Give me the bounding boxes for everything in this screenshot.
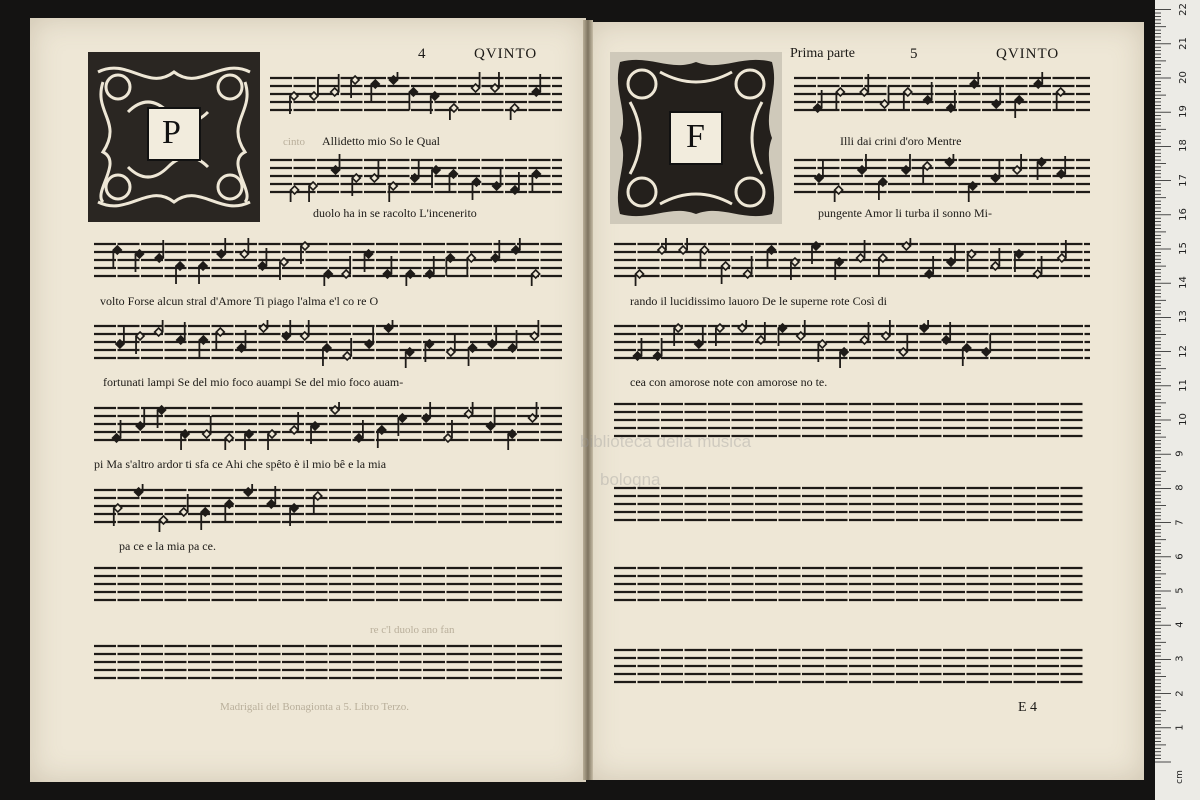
ruler-unit-label: cm <box>1174 770 1185 784</box>
ruler-number: 18 <box>1177 139 1189 153</box>
left-initial-letter: P <box>162 114 181 151</box>
ruler-number: 9 <box>1174 450 1186 457</box>
lyric-line-6: pa ce e la mia pa ce. <box>119 539 216 553</box>
ruler-number: 15 <box>1177 242 1189 255</box>
staff-right-3 <box>614 238 1090 286</box>
ruler-number: 13 <box>1177 310 1189 324</box>
watermark-line-2: bologna <box>600 470 661 489</box>
staff-right-4-end <box>1014 320 1090 368</box>
right-initial-letter: F <box>686 118 705 155</box>
staff-left-6-empty <box>344 484 562 532</box>
right-voice-header: QVINTO <box>996 46 1060 62</box>
watermark-line-1: biblioteca della musica <box>580 432 752 451</box>
lyric-line-1: Allidetto mio So le Qual <box>322 134 440 148</box>
right-page-signature: E 4 <box>1018 700 1038 715</box>
right-part-header: Prima parte <box>790 46 855 61</box>
staff-right-empty-4 <box>614 644 1084 692</box>
staff-right-4 <box>614 320 1014 368</box>
staff-right-empty-1 <box>614 398 1084 446</box>
bleedthrough-text: cinto <box>283 136 305 148</box>
staff-left-1 <box>270 72 562 120</box>
staff-left-5 <box>94 402 562 450</box>
staff-right-empty-2 <box>614 482 1084 530</box>
lyric-line-5: pi Ma s'altro ardor ti sfa ce Ahi che spêto è il mio bê e la mia <box>94 457 387 471</box>
ruler-number: 7 <box>1174 518 1186 526</box>
lyric-line-2: duolo ha in se racolto L'incenerito <box>313 206 477 220</box>
staff-right-empty-3 <box>614 562 1084 610</box>
measurement-ruler <box>1155 0 1200 800</box>
ruler-number: 8 <box>1174 484 1186 492</box>
ruler-number: 1 <box>1174 724 1186 731</box>
lyric-line-3: volto Forse alcun stral d'Amore Ti piago l'alma e'l co re O <box>100 294 379 308</box>
staff-left-empty-2 <box>94 640 562 688</box>
right-lyric-line-1: Illi dai crini d'oro Mentre <box>840 134 962 148</box>
staff-left-empty-1 <box>94 562 562 610</box>
right-page-number: 5 <box>910 46 919 62</box>
left-voice-header: QVINTO <box>474 46 538 62</box>
right-initial-ornament <box>610 52 782 228</box>
left-initial-ornament <box>88 52 260 226</box>
ruler-number: 12 <box>1177 344 1189 358</box>
staff-right-2 <box>794 154 1090 202</box>
bleedthrough-text: re c'l duolo ano fan <box>370 624 455 636</box>
right-lyric-line-2: pungente Amor li turba il sonno Mi- <box>818 206 992 220</box>
ruler-number: 10 <box>1177 413 1189 426</box>
ruler-number: 4 <box>1174 621 1186 628</box>
staff-left-2 <box>270 154 562 202</box>
ruler-number: 22 <box>1177 2 1189 16</box>
right-lyric-line-4: cea con amorose note con amorose no te. <box>630 375 828 389</box>
ruler-number: 11 <box>1177 378 1189 392</box>
ruler-number: 19 <box>1177 105 1189 119</box>
ruler-number: 16 <box>1177 207 1189 221</box>
ruler-number: 14 <box>1177 276 1189 290</box>
ruler-number: 5 <box>1174 587 1186 594</box>
book-gutter <box>583 20 593 780</box>
ruler-number: 6 <box>1174 553 1186 560</box>
ruler-number: 17 <box>1177 173 1189 187</box>
lyric-line-4: fortunati lampi Se del mio foco auampi Se del mio foco auam- <box>103 375 404 389</box>
right-lyric-line-3: rando il lucidissimo lauoro De le superne rote Così di <box>630 294 887 308</box>
staff-left-4 <box>94 320 562 368</box>
ruler-number: 3 <box>1174 655 1186 663</box>
left-page-signature: Madrigali del Bonagionta a 5. Libro Terzo. <box>220 701 410 713</box>
staff-right-1 <box>794 72 1090 120</box>
staff-left-3 <box>94 238 562 286</box>
staff-left-6 <box>94 484 344 532</box>
ruler-number: 21 <box>1177 36 1189 50</box>
left-page-number: 4 <box>418 46 427 62</box>
ruler-number: 2 <box>1174 689 1186 697</box>
ruler-number: 20 <box>1177 71 1189 84</box>
